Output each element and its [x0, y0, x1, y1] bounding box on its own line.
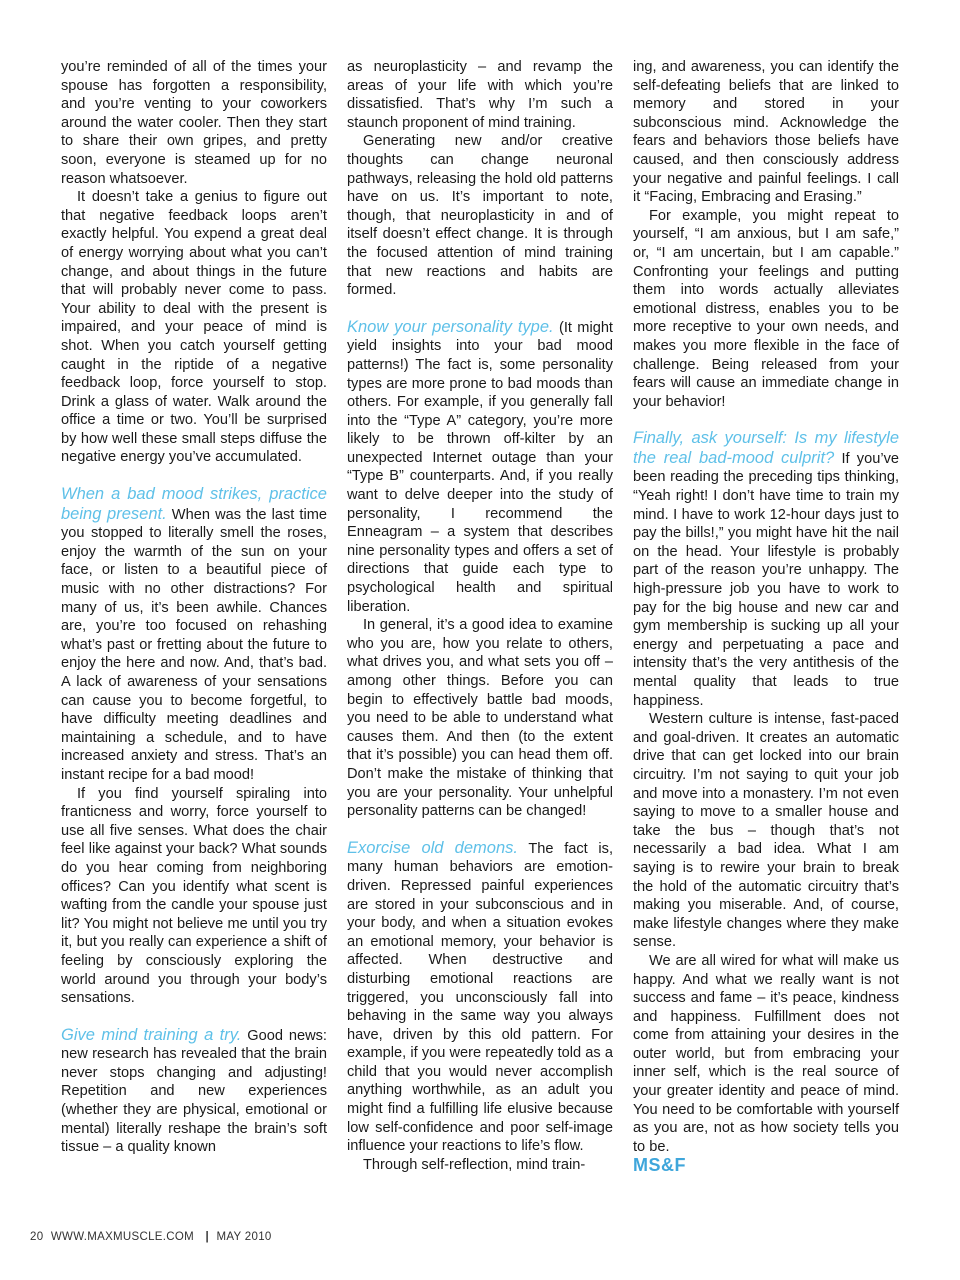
footer-issue-date: MAY 2010	[216, 1231, 272, 1243]
paragraph: as neuroplasticity – and revamp the areas of your life with which you’re dissatisfied. That’s why I’m such a staunch proponent of mind training.	[347, 59, 613, 131]
article-column-3	[633, 58, 899, 1174]
footer-website-link[interactable]: WWW.MAXMUSCLE.COM	[50, 1231, 195, 1243]
end-signature-logo: MS&F	[633, 1155, 686, 1176]
tip-body: The fact is, many human behaviors are emotion-driven. Repressed painful experiences are stored in your subconscious and in your body, and when a situation evokes an emotional memory, your behavior is affected. When destructive and disturbing emotional reactions are triggered, you unconsciously fall into behaving in the same way you always have, driven by this old pattern. For example, if you were repeatedly told as a child that you would never accomplish anything worthwhile, as an adult you might find a fulfilling life elusive because low self-confidence and poor self-image influence your reactions to life’s flow.	[347, 840, 613, 1155]
paragraph: Generating new and/or creative thoughts can change neuronal pathways, releasing the hold old patterns have on us. It’s important to note, though, that neuroplasticity in and of itself doesn’t effect change. It is through the focused attention of mind training that new reactions and habits are formed.	[347, 133, 613, 299]
paragraph: you’re reminded of all of the times your spouse has forgotten a responsibility, and you’re venting to your coworkers around the water cooler. Then they start to share their own gripes, and pretty soon, everyone is steamed up for no reason whatsoever.	[61, 59, 327, 187]
paragraph: It doesn’t take a genius to figure out that negative feedback loops aren’t exactly helpful. You expend a great deal of energy worrying about what you can’t change, and about things in the future that will probably never come to pass. Your ability to deal with the present is impaired, and your peace of mind is shot. When you catch yourself getting caught in the riptide of a negative feedback loop, force yourself to stop. Drink a glass of water. Walk around the office a time or two. You’ll be surprised by how well these small steps diffuse the negative energy you’ve accumulated.	[61, 189, 327, 466]
footer-separator: |	[205, 1231, 210, 1243]
tip-heading: Exorcise old demons.	[347, 838, 518, 857]
paragraph: For example, you might repeat to yourself, “I am anxious, but I am safe,” or, “I am uncertain, but I am capable.” Confronting your feelings and putting them into words actually alleviates emotional distress, enables you to be more receptive to your own needs, and makes you more flexible in the face of challenge. Being released from your fears will cause an immediate change in your behavior!	[633, 207, 899, 410]
tip-paragraph	[61, 485, 327, 785]
tip-paragraph	[61, 1026, 327, 1157]
tip-paragraph	[347, 318, 613, 617]
tip-paragraph	[347, 839, 613, 1156]
paragraph: Western culture is intense, fast-paced and goal-driven. It creates an automatic drive that can get locked into our brain circuitry. I’m not saying to quit your job and move into a monastery. I’m not even saying to move to a smaller house and take the bus – though that’s not necessarily a bad idea. What I am saying is to rewire your brain to break the hold of the automatic circuitry that’s making you miserable. And, of course, make lifestyle changes where they make sense.	[633, 711, 899, 951]
tip-heading: Know your personality type.	[347, 317, 554, 336]
tip-heading: Give mind training a try.	[61, 1025, 242, 1044]
article-column-2	[347, 58, 613, 1174]
tip-body: When was the last time you stopped to literally smell the roses, enjoy the warmth of the sun on your face, or listen to a beautiful piece of music with no other distractions? For many of us, it’s been awhile. Chances are, you’re too focused on rehashing what’s past or fretting about the future to enjoy the here and now. And, that’s bad. A lack of awareness of your sensations can cause you to become forgetful, to have difficulty meeting deadlines and maintaining a schedule, and to have increased anxiety and stress. That’s an instant recipe for a bad mood!	[61, 506, 328, 783]
tip-paragraph	[633, 429, 899, 710]
page-footer	[30, 1231, 276, 1243]
tip-body: (It might yield insights into your bad mood patterns!) The fact is, some personality types are more prone to bad moods than others. For example, if you generally fall into the “Type A” category, you’re more likely to be thrown off-kilter by an unexpected Internet outage than your “Type B” counterparts. And, if you really want to delve deeper into the study of personality, I recommend the Enneagram – a system that describes nine personality types and offers a set of directions that guide each type to psychological health and spiritual liberation.	[347, 319, 613, 615]
paragraph: In general, it’s a good idea to examine who you are, how you relate to others, what drives you, and what sets you off – among other things. Before you can begin to effectively battle bad moods, you need to be able to understand what causes them. And then (to the extent that it’s possible) you can head them off. Don’t make the mistake of thinking that you are your personality. Your unhelpful personality patterns can be changed!	[347, 617, 613, 820]
paragraph: Through self-reflection, mind train-	[363, 1156, 586, 1173]
paragraph: If you find yourself spiraling into franticness and worry, force yourself to use all five senses. What does the chair feel like against your back? What sounds do you hear coming from neighboring offices? Can you identify what scent is wafting from the candle your spouse just lit? You might not believe me until you try it, but you really can experience a shift of feeling by consciously exploring the world around you through your body’s sensations.	[61, 785, 327, 1007]
paragraph: We are all wired for what will make us happy. And what we really want is not success and fame – it’s peace, kindness and happiness. Fulfillment does not come from attaining your desires in the outer world, but from embracing your inner self, which is the real source of your greater identity and peace of mind. You need to be comfortable with yourself as you are, not as how society tells you to be.	[633, 952, 899, 1155]
tip-heading: When a bad mood strikes, practice being present.	[61, 485, 327, 523]
tip-heading: Finally, ask yourself: Is my lifestyle the real bad-mood culprit?	[633, 429, 899, 467]
article-column-1	[61, 58, 327, 1157]
tip-body: If you’ve been reading the preceding tips thinking, “Yeah right! I don’t have time to train my mind. I have to work 12-hour days just to pay the bills!,” you might have hit the nail on the head. Your lifestyle is probably part of the reason you’re unhappy. The high-pressure job you have to work to pay for the big house and new car and gym membership is sucking up all your energy and perpetuating a pace and intensity that’s the very antithesis of the mental quality that leads to true happiness.	[633, 450, 899, 709]
page-number: 20	[30, 1231, 44, 1243]
paragraph: ing, and awareness, you can identify the self-defeating beliefs that are linked to memory and stored in your subconscious mind. Acknowledge the fears and behaviors those beliefs have caused, and then consciously address your negative and painful feelings. I call it “Facing, Embracing and Erasing.”	[633, 59, 899, 206]
tip-body: Good news: new research has revealed that the brain never stops changing and adjusting! Repetition and new experiences (whether they are physical, emotional or mental) literally reshape the brain’s soft tissue – a quality known	[61, 1027, 327, 1156]
